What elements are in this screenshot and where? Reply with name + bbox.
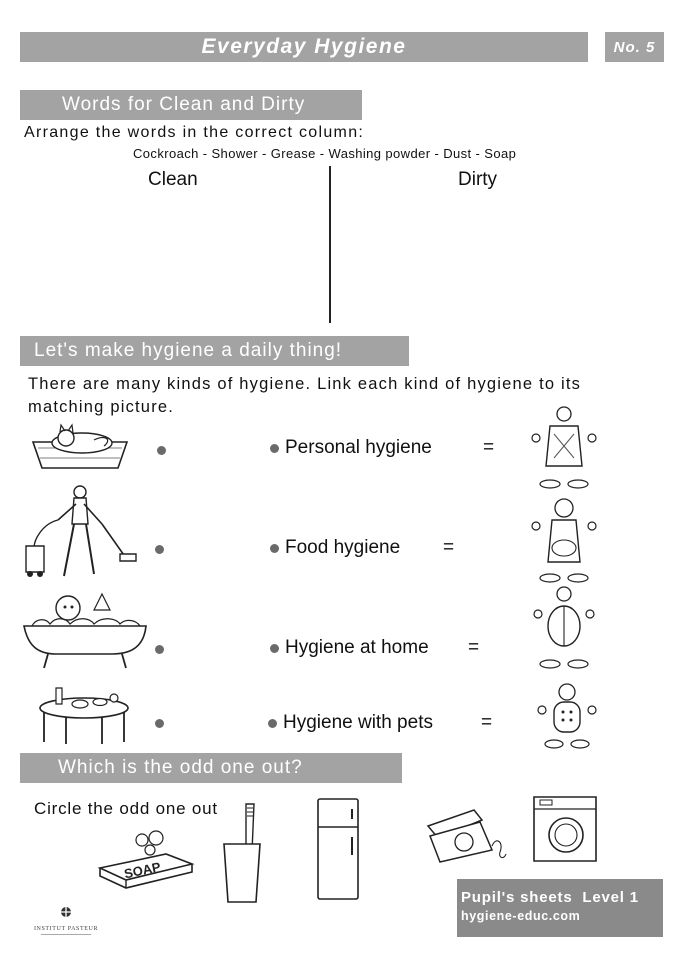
child-in-bath-illustration bbox=[22, 588, 150, 672]
hygiene-option-food[interactable] bbox=[270, 537, 400, 559]
hygiene-option-label: Hygiene with pets bbox=[283, 712, 433, 733]
connector-dot[interactable] bbox=[270, 544, 279, 553]
soap-bar-illustration[interactable] bbox=[96, 830, 196, 890]
left-connector-dot[interactable] bbox=[155, 719, 164, 728]
equals-sign: = bbox=[443, 537, 455, 558]
odd-one-out-instruction: Circle the odd one out bbox=[34, 799, 218, 818]
person-vacuuming-illustration bbox=[22, 484, 142, 580]
table-with-food-illustration bbox=[36, 684, 132, 744]
column-divider bbox=[329, 166, 331, 323]
section-heading-odd-one-out: Which is the odd one out? bbox=[20, 753, 402, 783]
toothbrush-glass-illustration[interactable] bbox=[218, 800, 266, 906]
left-connector-dot[interactable] bbox=[155, 645, 164, 654]
section-heading-clean-dirty: Words for Clean and Dirty bbox=[20, 90, 362, 120]
telephone-illustration[interactable] bbox=[416, 806, 508, 862]
hygiene-option-label: Food hygiene bbox=[285, 537, 401, 558]
footer-level: Pupil's sheets Level 1 bbox=[461, 889, 639, 906]
character-illustration bbox=[534, 682, 600, 752]
character-illustration bbox=[528, 496, 600, 586]
hygiene-option-label: Hygiene at home bbox=[285, 637, 429, 658]
cat-in-basket-illustration bbox=[30, 428, 130, 472]
equals-sign: = bbox=[481, 712, 493, 733]
link-instruction: There are many kinds of hygiene. Link each kind of hygiene to its matching picture. bbox=[28, 375, 582, 416]
character-illustration bbox=[528, 584, 600, 672]
logo-underline bbox=[41, 934, 91, 935]
soap-label: SOAP bbox=[122, 859, 162, 882]
word-list: Cockroach - Shower - Grease - Washing powder - Dust - Soap bbox=[133, 146, 517, 161]
connector-dot[interactable] bbox=[270, 644, 279, 653]
sheet-number: No. 5 bbox=[605, 32, 664, 62]
institut-pasteur-logo bbox=[30, 905, 102, 935]
footer-box bbox=[457, 879, 663, 937]
section-heading-daily-hygiene: Let's make hygiene a daily thing! bbox=[20, 336, 409, 366]
refrigerator-illustration[interactable] bbox=[314, 797, 362, 901]
connector-dot[interactable] bbox=[270, 444, 279, 453]
arrange-instruction: Arrange the words in the correct column: bbox=[24, 124, 365, 141]
equals-sign: = bbox=[468, 637, 480, 658]
logo-text: INSTITUT PASTEUR bbox=[33, 926, 99, 932]
connector-dot[interactable] bbox=[268, 719, 277, 728]
page-title: Everyday Hygiene bbox=[20, 32, 588, 62]
hygiene-option-pets[interactable] bbox=[268, 712, 433, 734]
left-connector-dot[interactable] bbox=[155, 545, 164, 554]
equals-sign: = bbox=[483, 437, 495, 458]
hygiene-option-home[interactable] bbox=[270, 637, 429, 659]
column-heading-dirty: Dirty bbox=[458, 169, 498, 190]
character-illustration bbox=[528, 404, 600, 492]
hygiene-option-personal[interactable] bbox=[270, 437, 432, 459]
pasteur-emblem-icon bbox=[59, 905, 73, 919]
footer-website: hygiene-educ.com bbox=[461, 909, 581, 923]
hygiene-option-label: Personal hygiene bbox=[285, 437, 432, 458]
washing-machine-illustration[interactable] bbox=[532, 795, 600, 863]
column-heading-clean: Clean bbox=[148, 169, 198, 190]
left-connector-dot[interactable] bbox=[157, 446, 166, 455]
